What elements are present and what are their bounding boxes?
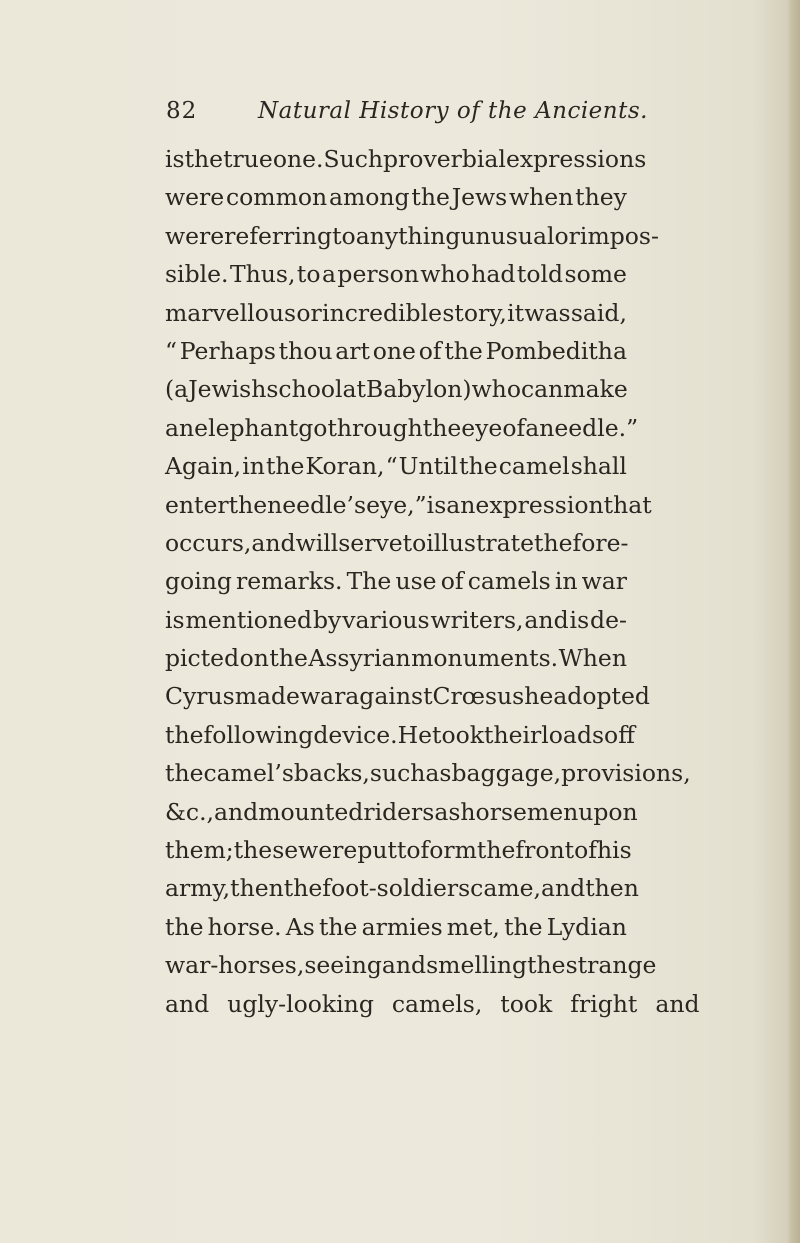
word: Babylon) [365,375,472,404]
text-line [165,255,627,293]
word: referring [224,221,333,250]
word: loads [541,720,605,749]
word: needle’s [267,490,367,519]
word: and [214,797,259,826]
word: war-horses, [165,951,305,980]
word: one. [272,145,324,173]
text-line [165,562,627,600]
word: and [524,605,569,634]
word: monuments. [411,644,559,673]
word: As [285,912,315,941]
word: took [432,720,485,749]
word: or [554,221,580,250]
word: an [446,490,476,519]
word: fore- [572,528,629,557]
text-line [165,908,627,946]
word: horsemen [460,797,579,826]
word: when [509,183,574,212]
word: army, [165,874,231,903]
word: is [569,605,590,634]
word: “ [165,336,178,365]
word: of [502,413,526,442]
word: said, [570,298,627,327]
word: provisions, [561,759,691,788]
word: serve [338,528,403,557]
word: the [165,759,204,788]
word: Jewish [188,375,267,404]
word: armies [361,912,443,941]
text-line [165,601,627,639]
word: fright [570,989,638,1018]
word: picted [165,644,240,673]
word: the [228,490,268,519]
word: at [342,375,366,404]
word: common [225,183,328,212]
word: Cyrus [165,682,235,711]
word: such [369,759,426,788]
word: among [328,183,410,212]
word: who [471,375,521,404]
word: following [203,720,314,749]
word: the [422,413,462,442]
word: is [165,605,185,634]
word: the [184,145,224,173]
word: were [165,221,225,250]
word: Pombeditha [485,336,627,365]
word: it [507,298,525,327]
word: the [459,452,498,481]
word: Jews [451,183,508,212]
word: expression [475,490,604,519]
page-number: 82 [166,98,198,124]
word: on [239,644,269,673]
word: and [165,989,210,1018]
text-line [165,332,627,370]
word: mentioned [185,605,313,634]
word: school [266,375,343,404]
word: baggage, [451,759,562,788]
word: marvellous [165,298,297,327]
text-line [165,140,647,178]
word: When [558,644,627,673]
word: had [471,260,516,289]
word: some [564,260,627,289]
word: by [312,605,342,634]
text-line [165,639,627,677]
word: horse. [207,912,282,941]
word: war [581,567,627,596]
word: occurs, [165,528,252,557]
word: Again, [165,452,242,481]
word: is [165,145,185,173]
text-line [165,831,632,869]
word: was [524,298,571,327]
word: he [524,682,554,711]
word: Lydian [546,912,627,941]
text-line [165,217,659,255]
word: were [165,183,225,212]
word: going [165,567,232,596]
text-line [165,409,639,447]
word: elephant [194,413,299,442]
word: that [603,490,652,519]
word: a [321,260,336,289]
word: and [655,989,700,1018]
word: to [332,221,356,250]
word: remarks. [236,567,343,596]
word: came, [470,874,541,903]
word: war [299,682,346,711]
word: He [397,720,433,749]
word: upon [578,797,638,826]
word: can [520,375,564,404]
word: the [265,452,305,481]
word: smelling [426,951,528,980]
word: to [402,528,427,557]
word: (a [165,375,189,404]
word: proverbial [383,145,506,173]
word: writers, [430,605,524,634]
word: through [327,413,423,442]
word: were [298,836,358,865]
word: Crœsus [432,682,525,711]
word: an [165,413,195,442]
word: adopted [553,682,650,711]
word: in [242,452,265,481]
word: the [318,912,358,941]
word: a [525,413,540,442]
word: they [575,183,627,212]
word: eye [461,413,503,442]
word: the [527,951,566,980]
text-line [165,716,635,754]
word: to [296,260,321,289]
word: and [541,874,586,903]
word: met, [446,912,500,941]
word: the [269,644,308,673]
word: unusual [460,221,555,250]
word: backs, [293,759,370,788]
word: the [444,336,483,365]
word: or [296,298,322,327]
word: and [251,528,296,557]
word: Thus, [229,260,296,289]
word: eye,” [366,490,427,519]
word: then [585,874,639,903]
word: of [418,336,442,365]
word: the [504,912,543,941]
word: mounted [258,797,364,826]
word: told [516,260,564,289]
word: made [234,682,300,711]
word: form [420,836,477,865]
word: seeing [304,951,382,980]
word: these [233,836,299,865]
word: various [342,605,430,634]
word: in [554,567,578,596]
word: camels [467,567,551,596]
word: as [425,759,452,788]
word: front [515,836,575,865]
running-head [166,98,648,134]
word: of [574,836,597,865]
word: the [165,912,204,941]
word: The [346,567,392,596]
word: the [283,874,323,903]
word: device. [313,720,398,749]
word: art [335,336,370,365]
word: Until [398,452,459,481]
word: &c., [165,797,215,826]
word: put [357,836,397,865]
word: their [484,720,542,749]
word: camel [498,452,570,481]
word: one [372,336,416,365]
text-line [165,370,627,408]
text-line [165,754,691,792]
word: ; [225,836,234,865]
word: Koran, [305,452,385,481]
word: camels, [391,989,483,1018]
text-line [165,946,657,984]
word: expressions [505,145,647,173]
text-line [165,869,639,907]
word: off [604,720,635,749]
word: then [230,874,284,903]
word: anything [355,221,461,250]
word: who [420,260,470,289]
word: story, [442,298,507,327]
word: strange [565,951,657,980]
word: is [426,490,447,519]
word: riders [363,797,435,826]
word: incredible [322,298,443,327]
word: them [165,836,226,865]
text-line [165,677,650,715]
word: ugly-looking [227,989,374,1018]
word: true [223,145,273,173]
text-line [165,294,627,332]
word: the [165,720,204,749]
word: the [411,183,450,212]
word: Assyrian [308,644,411,673]
word: shall [570,452,627,481]
word: the [476,836,516,865]
word: and [381,951,427,980]
word: go [298,413,328,442]
word: “ [385,452,398,481]
word: de- [590,605,627,634]
word: to [396,836,421,865]
word: of [440,567,464,596]
word: Such [323,145,384,173]
word: foot-soldiers [322,874,471,903]
text-line [165,486,652,524]
word: will [295,528,339,557]
text-line [165,524,627,562]
word: use [395,567,437,596]
text-line [165,178,627,216]
word: impos- [579,221,659,250]
word: against [345,682,433,711]
word: took [500,989,553,1018]
word: his [596,836,632,865]
page-edge [786,0,800,1243]
body-text [165,140,700,1023]
word: thou [278,336,333,365]
word: person [337,260,419,289]
text-line [165,793,638,831]
word: camel’s [203,759,294,788]
word: Perhaps [179,336,276,365]
word: make [563,375,628,404]
text-line [165,985,700,1023]
word: illustrate [426,528,535,557]
word: sible. [165,260,229,289]
word: as [434,797,461,826]
word: needle.” [539,413,639,442]
text-line [165,447,627,485]
running-title: Natural History of the Ancients. [258,98,648,124]
word: enter [165,490,229,519]
word: the [534,528,573,557]
